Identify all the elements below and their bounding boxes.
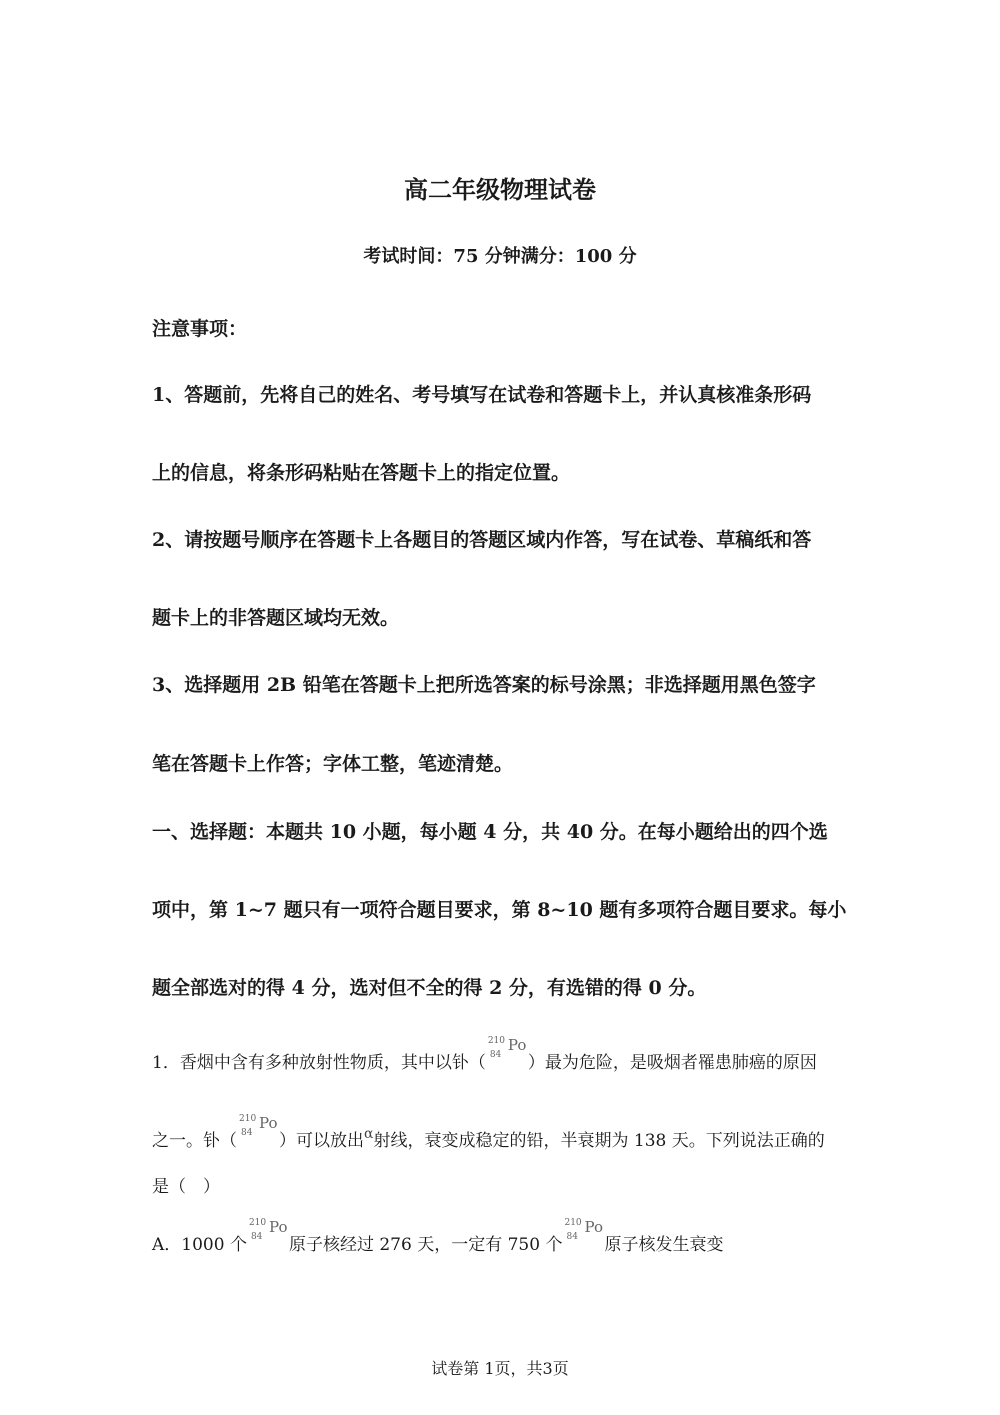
question-1-line-1: 1．香烟中含有多种放射性物质，其中以钋（ 210 84 Po ）最为危险，是吸烟者罹患肺癌的原因 [152, 1036, 817, 1073]
notice-line: 2、请按题号顺序在答题卡上各题目的答题区域内作答，写在试卷、草稿纸和答 [152, 529, 812, 551]
po210-nuclide: 210 84 Po [239, 1114, 278, 1138]
notice-line: 3、选择题用 2B 铅笔在答题卡上把所选答案的标号涂黑；非选择题用黑色签字 [152, 674, 816, 696]
notice-line: 笔在答题卡上作答；字体工整，笔迹清楚。 [152, 753, 514, 775]
notice-line: 题卡上的非答题区域均无效。 [152, 607, 400, 629]
page-title: 高二年级物理试卷 [404, 175, 596, 204]
alpha-symbol: α [364, 1126, 374, 1142]
po210-nuclide: 210 84 Po [564, 1218, 603, 1242]
notice-line: 上的信息，将条形码粘贴在答题卡上的指定位置。 [152, 462, 571, 484]
section-instruction: 题全部选对的得 4 分，选对但不全的得 2 分，有选错的得 0 分。 [152, 977, 707, 999]
section-instruction: 一、选择题：本题共 10 小题，每小题 4 分，共 40 分。在每小题给出的四个选 [152, 821, 828, 843]
notice-line: 1、答题前，先将自己的姓名、考号填写在试卷和答题卡上，并认真核准条形码 [152, 384, 812, 406]
notice-heading: 注意事项： [152, 318, 248, 340]
question-1-line-2: 之一。钋（ 210 84 Po ）可以放出α射线，衰变成稳定的铅，半衰期为 138 天。下列说法正确的 [152, 1114, 825, 1151]
po210-nuclide: 210 84 Po [248, 1218, 288, 1242]
page-footer: 试卷第 1页，共3页 [431, 1359, 569, 1378]
option-a: A．1000 个 210 84 Po 原子核经过 276 天，一定有 750 个 210 84 Po 原子核发生衰变 [152, 1218, 724, 1255]
question-1-line-3: 是（ ） [152, 1177, 220, 1197]
po210-nuclide: 210 84 Po [487, 1036, 527, 1060]
exam-info: 考试时间：75 分钟满分：100 分 [363, 246, 637, 267]
section-instruction: 项中，第 1~7 题只有一项符合题目要求，第 8~10 题有多项符合题目要求。每小 [152, 899, 847, 921]
